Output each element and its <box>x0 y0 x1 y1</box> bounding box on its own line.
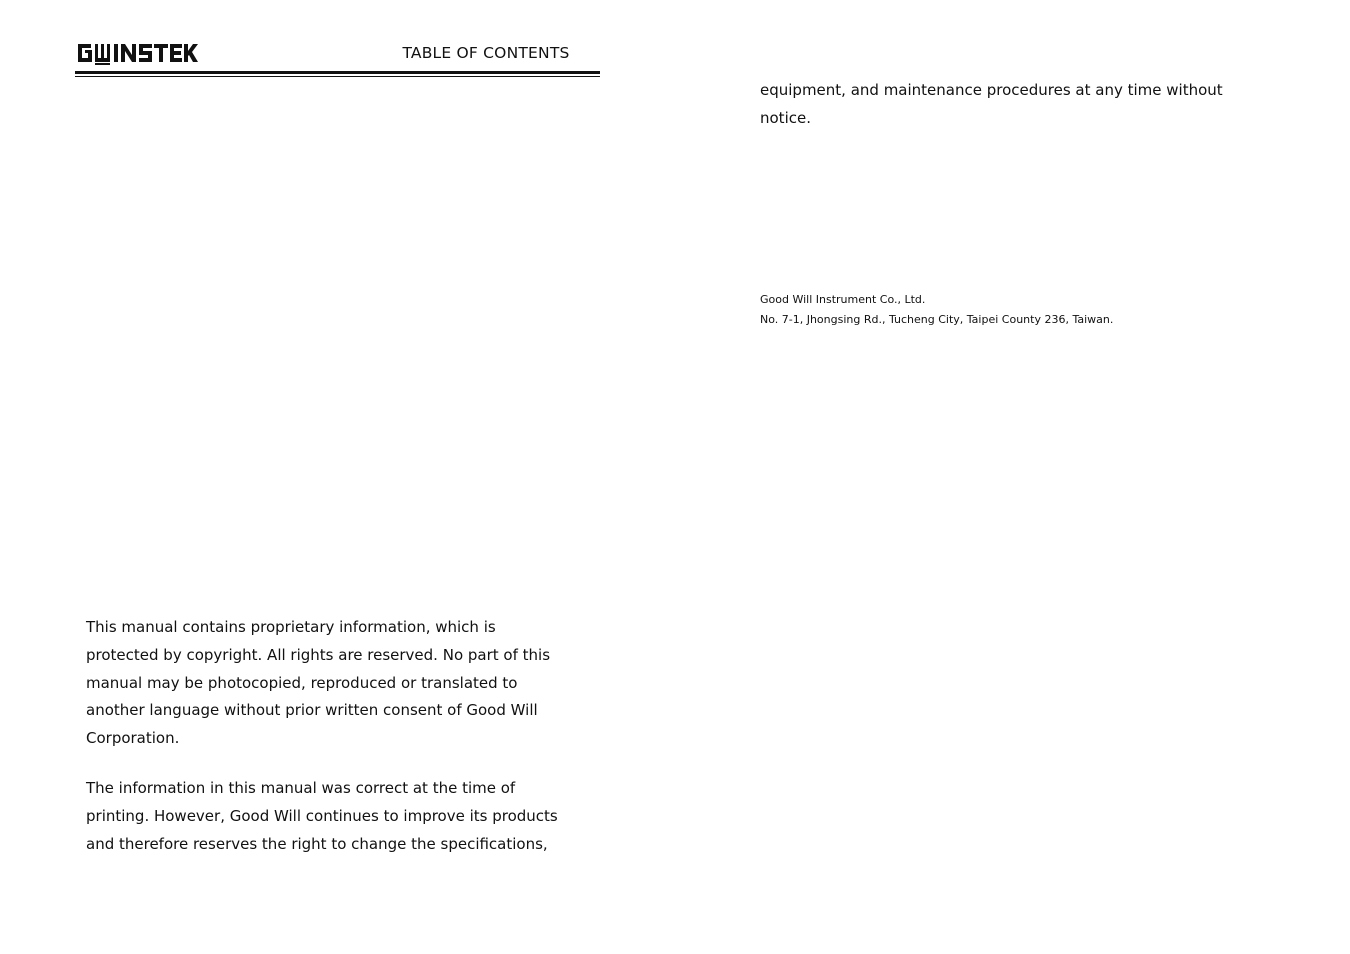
header-divider <box>75 71 600 74</box>
information-paragraph: The information in this manual was correct at the time of printing. However, Good Will continues to improve its products and therefore reserves the right to change the specifications, <box>86 779 558 853</box>
company-address: No. 7-1, Jhongsing Rd., Tucheng City, Taipei County 236, Taiwan. <box>760 313 1114 326</box>
company-address-block <box>760 290 1113 330</box>
copyright-paragraph: This manual contains proprietary information, which is protected by copyright. All rights are reserved. No part of this manual may be photocopied, reproduced or translated to another language without prior written consent of Good Will Corporation. <box>86 618 551 748</box>
page-header-title: TABLE OF CONTENTS <box>402 44 570 62</box>
company-name: Good Will Instrument Co., Ltd. <box>760 293 926 306</box>
information-paragraph-continued: equipment, and maintenance procedures at any time without notice. <box>760 81 1223 127</box>
header-divider-thin <box>75 76 600 77</box>
right-page <box>675 0 1350 954</box>
gwinstek-logo <box>76 40 198 66</box>
